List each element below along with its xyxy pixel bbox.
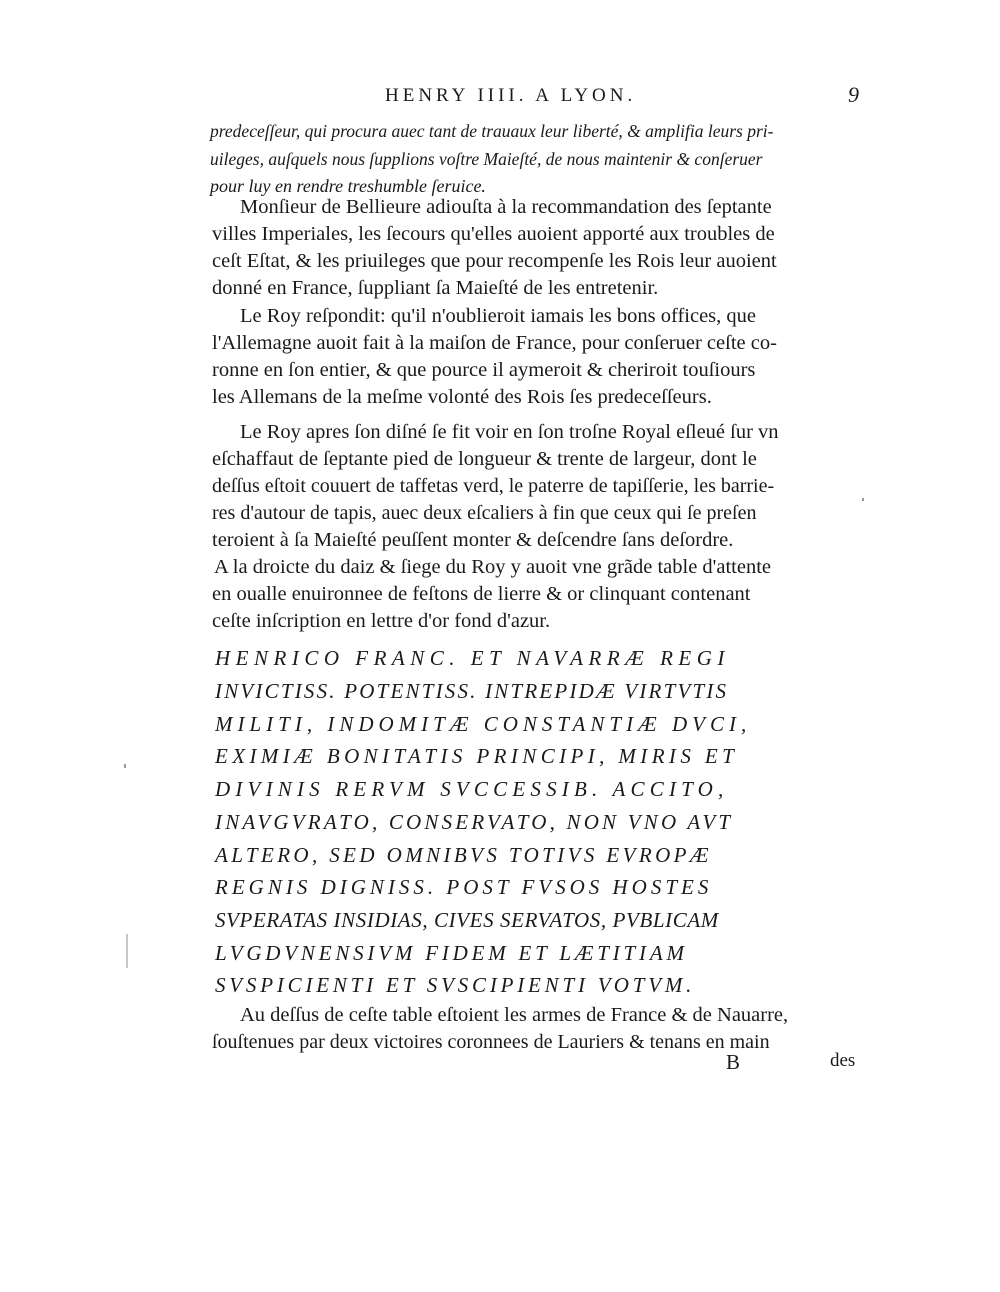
catchword: des (830, 1050, 856, 1071)
paragraph-line: les Allemans de la meſme volonté des Rois ſes predeceſſeurs. (212, 386, 712, 408)
inscription-line: MILITI, INDOMITÆ CONSTANTIÆ DVCI, (215, 712, 752, 736)
inscription-line: SVPERATAS INSIDIAS, CIVES SERVATOS, PVBLICAM (215, 908, 719, 932)
paragraph-line: A la droicte du daiz & ſiege du Roy y auoit vne grãde table d'attente (214, 556, 772, 578)
inscription-line: INVICTISS. POTENTISS. INTREPIDÆ VIRTVTIS (215, 679, 729, 703)
inscription-line: EXIMIÆ BONITATIS PRINCIPI, MIRIS ET (215, 744, 739, 768)
page-number: 9 (848, 82, 859, 107)
scan-speck (862, 498, 864, 501)
paragraph-line: deſſus eſtoit couuert de taffetas verd, le paterre de tapiſſerie, les barrie- (212, 475, 775, 497)
italic-line: pour luy en rendre treshumble ſeruice. (210, 176, 486, 196)
paragraph-line: ſouſtenues par deux victoires coronnees de Lauriers & tenans en main (212, 1031, 770, 1053)
paragraph-line: l'Allemagne auoit fait à la maiſon de France, pour conſeruer ceſte co- (212, 332, 777, 354)
inscription-line: LVGDVNENSIVM FIDEM ET LÆTITIAM (215, 941, 688, 965)
paragraph-line: Au deſſus de ceſte table eſtoient les armes de France & de Nauarre, (240, 1004, 789, 1026)
italic-line: predeceſſeur, qui procura auec tant de trauaux leur liberté, & amplifia leurs pri- (210, 121, 774, 141)
inscription-line: REGNIS DIGNISS. POST FVSOS HOSTES (215, 875, 713, 899)
paragraph-line: donné en France, ſuppliant ſa Maieſté de les entretenir. (212, 277, 659, 299)
paragraph-line: villes Imperiales, les ſecours qu'elles auoient apporté aux troubles de (212, 223, 775, 245)
inscription-line: SVSPICIENTI ET SVSCIPIENTI VOTVM. (215, 973, 696, 997)
paragraph-line: Le Roy reſpondit: qu'il n'oublieroit iamais les bons offices, que (240, 305, 757, 327)
paragraph-line: Monſieur de Bellieure adiouſta à la recommandation des ſeptante (240, 196, 772, 218)
paragraph-line: Le Roy apres ſon diſné ſe fit voir en ſon troſne Royal eſleué ſur vn (240, 421, 779, 443)
paragraph-line: ceſt Eſtat, & les priuileges que pour recompenſe les Rois leur auoient (212, 250, 777, 272)
inscription-line: INAVGVRATO, CONSERVATO, NON VNO AVT (215, 810, 734, 834)
italic-line: uileges, auſquels nous ſupplions voſtre Maieſté, de nous maintenir & conſeruer (210, 149, 763, 169)
paragraph-line: ronne en ſon entier, & que pource il aymeroit & cheriroit touſiours (212, 359, 756, 381)
paragraph-line: res d'autour de tapis, auec deux eſcaliers à fin que ceux qui ſe preſen (212, 502, 757, 524)
paragraph-line: en oualle enuironnee de feſtons de lierre & or clinquant contenant (212, 583, 751, 605)
scan-speck (124, 764, 126, 768)
paragraph-line: eſchaffaut de ſeptante pied de longueur & trente de largeur, dont le (212, 448, 757, 470)
signature-mark: B (726, 1050, 741, 1074)
scan-speck (126, 934, 128, 968)
paragraph-line: ceſte inſcription en lettre d'or fond d'azur. (212, 610, 551, 632)
running-title: HENRY IIII. A LYON. (385, 85, 637, 106)
paragraph-line: teroient à ſa Maieſté peuſſent monter & deſcendre ſans deſordre. (212, 529, 734, 551)
inscription-line: ALTERO, SED OMNIBVS TOTIVS EVROPÆ (215, 843, 712, 867)
inscription-line: DIVINIS RERVM SVCCESSIB. ACCITO, (215, 777, 729, 801)
inscription-line: HENRICO FRANC. ET NAVARRÆ REGI (215, 646, 730, 670)
